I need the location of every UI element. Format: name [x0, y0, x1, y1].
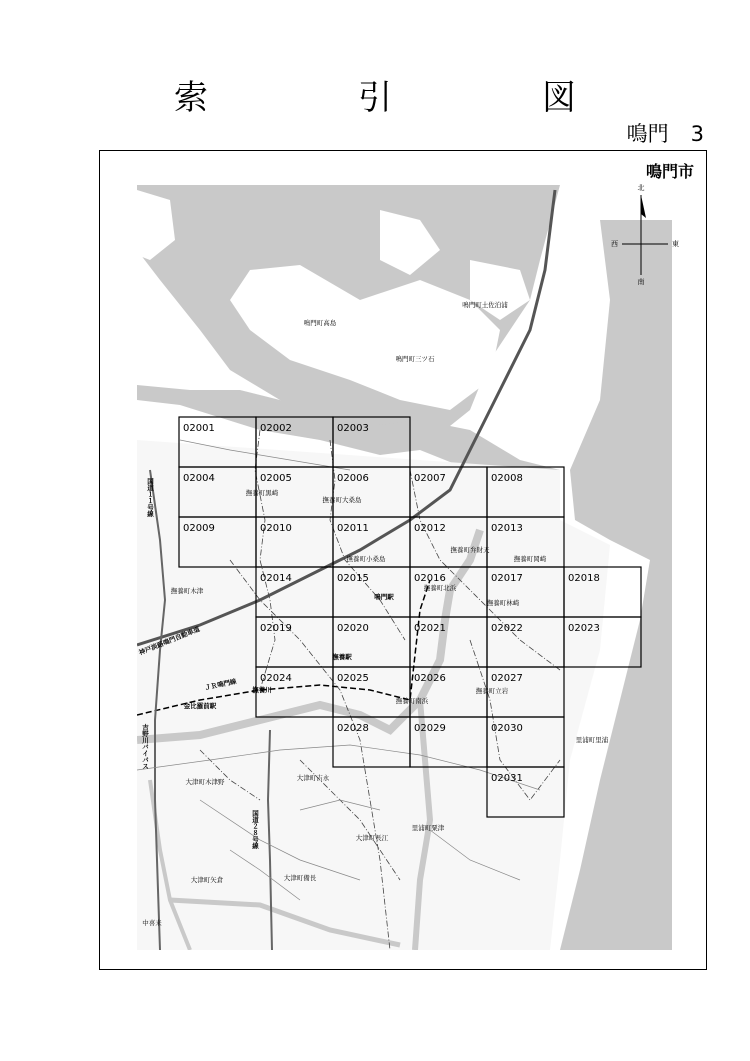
- grid-cell-label: 02006: [337, 473, 369, 484]
- place-label: 鳴門町土佐泊浦: [462, 301, 508, 309]
- grid-cell-label: 02014: [260, 573, 292, 584]
- grid-cell-label: 02002: [260, 423, 292, 434]
- grid-cell-label: 02007: [414, 473, 446, 484]
- landmark-label: 撫養駅: [332, 653, 352, 661]
- place-label: 大津町備長: [283, 874, 317, 882]
- grid-cell-label: 02015: [337, 573, 369, 584]
- place-label: 鳴門町高島: [303, 319, 337, 327]
- grid-cell-label: 02031: [491, 773, 523, 784]
- place-label: 中喜来: [142, 919, 162, 927]
- place-label: 鳴門町三ツ石: [395, 355, 435, 363]
- grid-cell-label: 02023: [568, 623, 600, 634]
- place-label: 撫養町南浜: [395, 697, 429, 705]
- place-label: 撫養町岡崎: [513, 555, 547, 563]
- page-title: 索 引 図: [174, 78, 634, 118]
- grid-cell-label: 02017: [491, 573, 523, 584]
- place-label: 撫養町黒崎: [245, 489, 279, 497]
- place-label: 撫養町大桑島: [322, 496, 362, 504]
- grid-cell-label: 02021: [414, 623, 446, 634]
- route-label: 国道１１号線: [146, 478, 154, 517]
- landmark-label: 撫養川: [252, 686, 272, 694]
- sheet-city: 鳴門: [626, 122, 669, 146]
- place-label: 大津町木津野: [185, 778, 225, 786]
- place-label: 里浦町粟津: [411, 824, 445, 832]
- map-city-label: 鳴門市: [645, 162, 694, 181]
- landmark-label: 鳴門駅: [374, 593, 394, 601]
- grid-cell-label: 02012: [414, 523, 446, 534]
- grid-cell-label: 02011: [337, 523, 369, 534]
- place-label: 大津町矢倉: [190, 876, 224, 884]
- grid-cell-label: 02018: [568, 573, 600, 584]
- place-label: 大津町吉永: [296, 774, 330, 782]
- grid-cell-label: 02009: [183, 523, 215, 534]
- north-arrow-icon: [641, 195, 646, 218]
- compass-south: 南: [637, 278, 645, 286]
- grid-cell-label: 02030: [491, 723, 523, 734]
- grid-cell-label: 02027: [491, 673, 523, 684]
- grid-cell-label: 02029: [414, 723, 446, 734]
- compass-north: 北: [637, 184, 645, 192]
- place-label: 撫養町弁財天: [450, 546, 490, 554]
- grid-cell-label: 02004: [183, 473, 215, 484]
- place-label: 撫養町林崎: [486, 599, 520, 607]
- grid-cell-label: 02020: [337, 623, 369, 634]
- grid-cell-label: 02016: [414, 573, 446, 584]
- grid-cell-label: 02019: [260, 623, 292, 634]
- compass-east: 東: [672, 240, 679, 248]
- place-label: 撫養町北浜: [423, 584, 457, 592]
- compass-west: 西: [611, 240, 618, 248]
- route-label: 神戸淡路鳴門自動車道: [137, 625, 202, 657]
- grid-cell-label: 02028: [337, 723, 369, 734]
- landmark-label: 金比羅前駅: [183, 702, 217, 710]
- route-label: 国道２８号線: [251, 810, 259, 849]
- grid-cell-label: 02001: [183, 423, 215, 434]
- route-label: 吉野川バイパス: [141, 724, 149, 770]
- grid-cell-label: 02026: [414, 673, 446, 684]
- grid-cell-label: 02024: [260, 673, 292, 684]
- route-label: ＪＲ鳴門線: [203, 677, 238, 692]
- grid-cell-label: 02008: [491, 473, 523, 484]
- grid-cell-label: 02022: [491, 623, 523, 634]
- sheet-number: 3: [690, 122, 704, 146]
- grid-cell-label: 02010: [260, 523, 292, 534]
- grid-cell-label: 02003: [337, 423, 369, 434]
- place-label: 撫養町立岩: [475, 687, 509, 695]
- place-label: 撫養町小桑島: [346, 555, 386, 563]
- grid-cell-label: 02025: [337, 673, 369, 684]
- place-label: 撫養町木津: [170, 587, 204, 595]
- place-label: 里浦町里浦: [575, 736, 609, 744]
- place-label: 大津町長江: [355, 834, 389, 842]
- grid-cell-label: 02013: [491, 523, 523, 534]
- grid-cell-label: 02005: [260, 473, 292, 484]
